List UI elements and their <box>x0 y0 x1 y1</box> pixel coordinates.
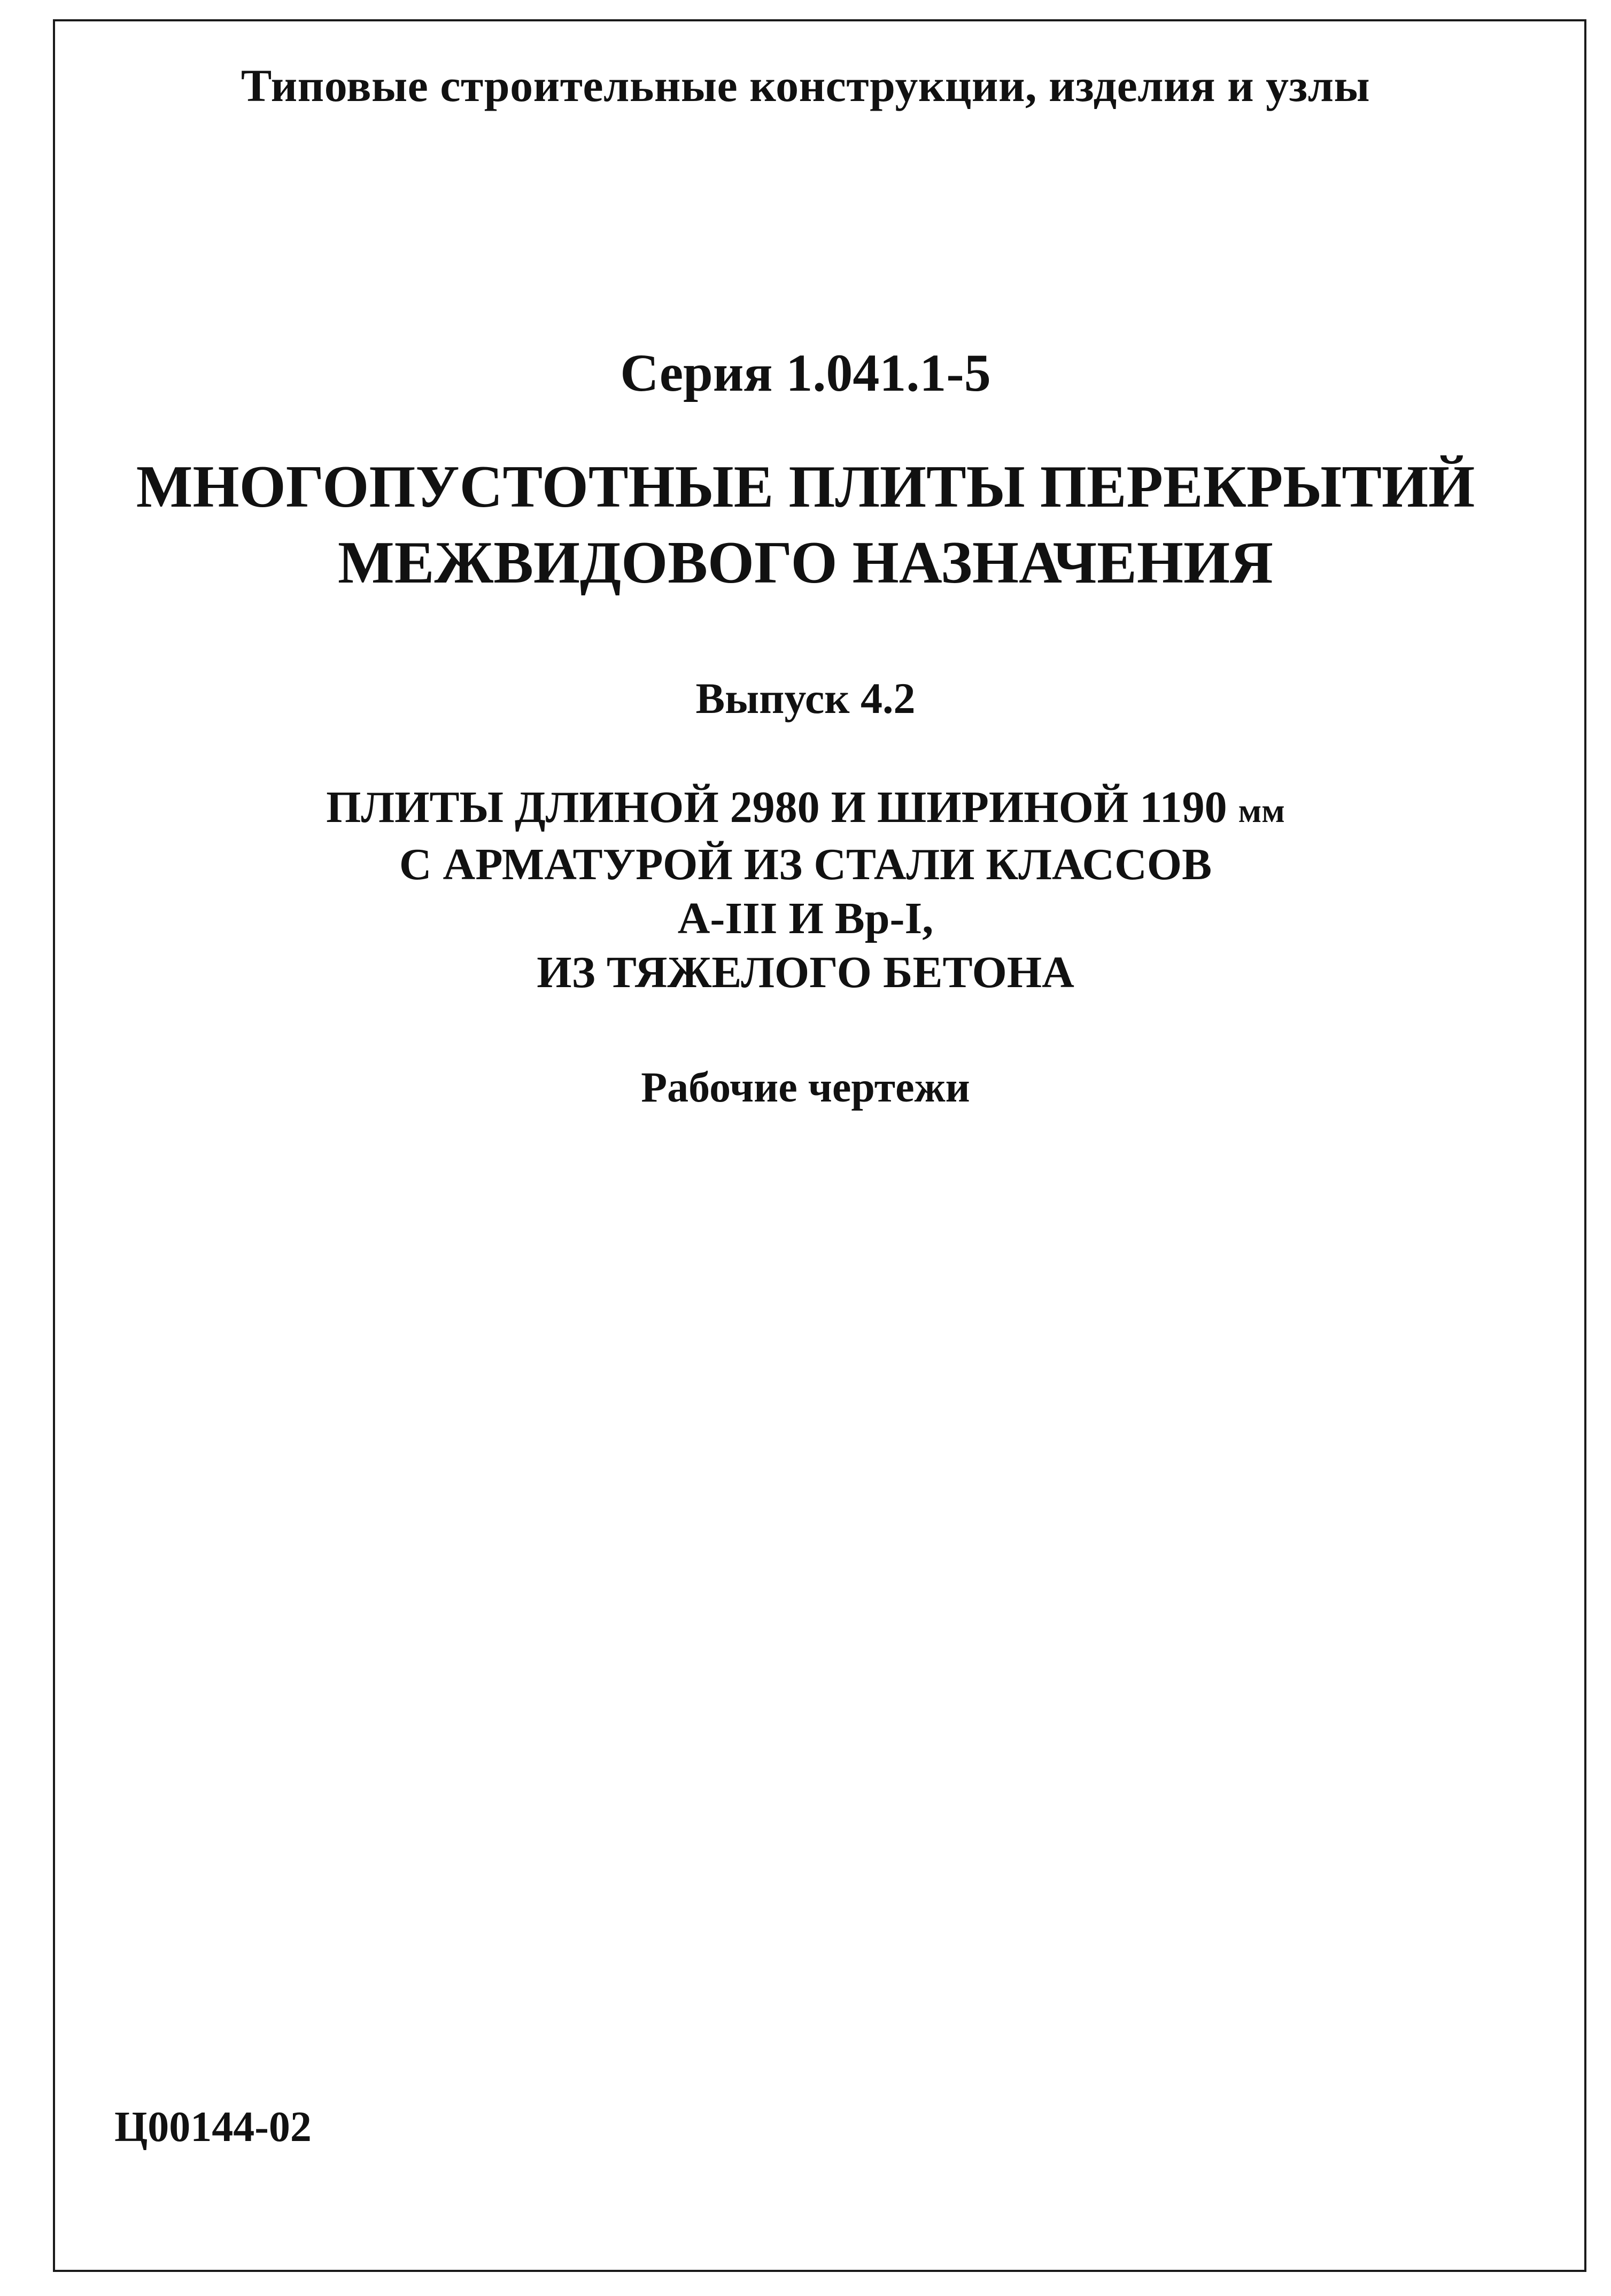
document-type: Рабочие чертежи <box>641 1064 970 1111</box>
subtitle-line-1-main: ПЛИТЫ ДЛИНОЙ 2980 И ШИРИНОЙ 1190 <box>326 782 1227 832</box>
document-header: Типовые строительные конструкции, изделия и узлы <box>241 60 1370 111</box>
main-title-line-2: МЕЖВИДОВОГО НАЗНАЧЕНИЯ <box>338 530 1273 596</box>
issue-number: Выпуск 4.2 <box>695 674 916 723</box>
subtitle-line-3: А-III И Вр-I, <box>677 894 934 943</box>
main-title <box>0 449 1611 601</box>
subtitle-unit: мм <box>1238 792 1285 829</box>
subtitle-line-4: ИЗ ТЯЖЕЛОГО БЕТОНА <box>537 948 1074 997</box>
subtitle-line-1 <box>0 780 1611 837</box>
series-number: Серия 1.041.1-5 <box>620 343 991 402</box>
document-code: Ц00144-02 <box>114 2104 312 2151</box>
subtitle-line-2: С АРМАТУРОЙ ИЗ СТАЛИ КЛАССОВ <box>399 840 1212 889</box>
main-title-line-1: МНОГОПУСТОТНЫЕ ПЛИТЫ ПЕРЕКРЫТИЙ <box>136 454 1475 520</box>
subtitle-block <box>0 780 1611 999</box>
